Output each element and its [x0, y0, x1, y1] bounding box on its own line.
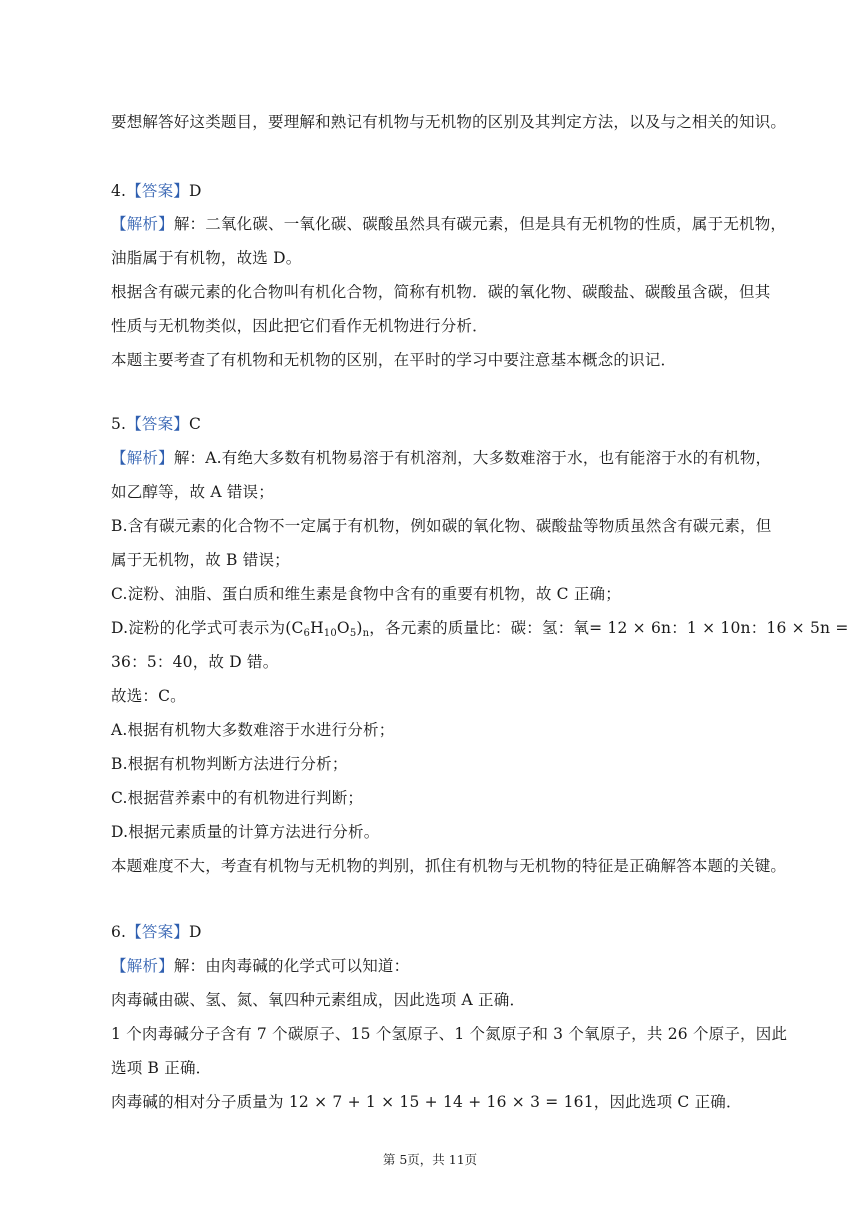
paragraph-line: B.含有碳元素的化合物不一定属于有机物，例如碳的氧化物、碳酸盐等物质虽然含有碳元素，但: [111, 517, 772, 535]
paragraph-line: C.淀粉、油脂、蛋白质和维生素是食物中含有的重要有机物，故 C 正确；: [111, 585, 621, 603]
formula-element: O: [336, 619, 350, 637]
q6-number: 6.: [111, 923, 127, 941]
q4-analysis-line: [111, 213, 800, 235]
q4-answer-line: [111, 180, 800, 202]
q6-analysis-line: [111, 955, 800, 977]
q5-analysis-text: 解：A.有绝大多数有机物易溶于有机溶剂，大多数难溶于水，也有能溶于水的有机物，: [173, 449, 772, 467]
paragraph-line: 故选：C。: [111, 687, 186, 705]
q4-answer: D: [189, 182, 202, 200]
paragraph-line: 本题主要考查了有机物和无机物的区别，在平时的学习中要注意基本概念的识记．: [111, 351, 677, 369]
paragraph-line: 36：5：40，故 D 错。: [111, 653, 279, 671]
paragraph-line: 选项 B 正确．: [111, 1059, 212, 1077]
paragraph-line: 本题难度不大，考查有机物与无机物的判别，抓住有机物与无机物的特征是正确解答本题的关键。: [111, 857, 787, 875]
q5-number: 5.: [111, 415, 127, 433]
q4-number: 4.: [111, 182, 127, 200]
analysis-tag: 【解析】: [111, 957, 174, 975]
q5-answer-line: [111, 413, 800, 435]
page-footer: 第 5页，共 11页: [382, 1152, 478, 1167]
paragraph-line: 肉毒碱由碳、氢、氮、氧四种元素组成，因此选项 A 正确．: [111, 991, 526, 1009]
paragraph-line: A.根据有机物大多数难溶于水进行分析；: [111, 721, 395, 739]
analysis-tag: 【解析】: [111, 449, 174, 467]
q6-analysis-text: 解：由肉毒碱的化学式可以知道：: [173, 957, 410, 975]
paragraph-line: 1 个肉毒碱分子含有 7 个碳原子、15 个氢原子、1 个氮原子和 3 个氧原子，共 26 个原子，因此: [111, 1025, 788, 1043]
answer-tag: 【答案】: [126, 182, 190, 200]
formula-line: [111, 617, 849, 645]
q6-answer-line: [111, 921, 800, 943]
q5-answer: C: [189, 415, 202, 433]
paragraph-line: 要想解答好这类题目，要理解和熟记有机物与无机物的区别及其判定方法，以及与之相关的知识。: [111, 113, 787, 131]
paragraph-line: C.根据营养素中的有机物进行判断；: [111, 789, 364, 807]
formula-subscript: 10: [323, 628, 337, 639]
formula-subscript: 5: [349, 628, 357, 639]
answer-tag: 【答案】: [126, 415, 190, 433]
paragraph-line: 肉毒碱的相对分子质量为 12 × 7 + 1 × 15 + 14 + 16 × 3 = 161，因此选项 C 正确．: [111, 1093, 742, 1111]
paragraph-line: 性质与无机物类似，因此把它们看作无机物进行分析．: [111, 317, 488, 335]
paragraph-line: B.根据有机物判断方法进行分析；: [111, 755, 348, 773]
paragraph-line: 油脂属于有机物，故选 D。: [111, 249, 302, 267]
q6-answer: D: [189, 923, 202, 941]
formula-element: H: [310, 619, 324, 637]
paragraph-line: 如乙醇等，故 A 错误；: [111, 483, 274, 501]
formula-suffix: ，各元素的质量比：碳：氢：氧= 12 × 6n：1 × 10n：16 × 5n =: [369, 619, 849, 637]
q5-analysis-line: [111, 447, 800, 469]
formula-prefix: D.淀粉的化学式可表示为(C: [111, 619, 304, 637]
formula-paren: ): [356, 619, 363, 637]
formula-subscript: n: [362, 628, 370, 639]
paragraph-line: 根据含有碳元素的化合物叫有机化合物，简称有机物．碳的氧化物、碳酸盐、碳酸虽含碳，但其: [111, 283, 771, 301]
q4-analysis-text: 解：二氧化碳、一氧化碳、碳酸虽然具有碳元素，但是具有无机物的性质，属于无机物，: [173, 215, 787, 233]
formula-subscript: 6: [303, 628, 311, 639]
answer-tag: 【答案】: [126, 923, 190, 941]
analysis-tag: 【解析】: [111, 215, 174, 233]
paragraph-line: D.根据元素质量的计算方法进行分析。: [111, 823, 380, 841]
paragraph-line: 属于无机物，故 B 错误；: [111, 551, 290, 569]
